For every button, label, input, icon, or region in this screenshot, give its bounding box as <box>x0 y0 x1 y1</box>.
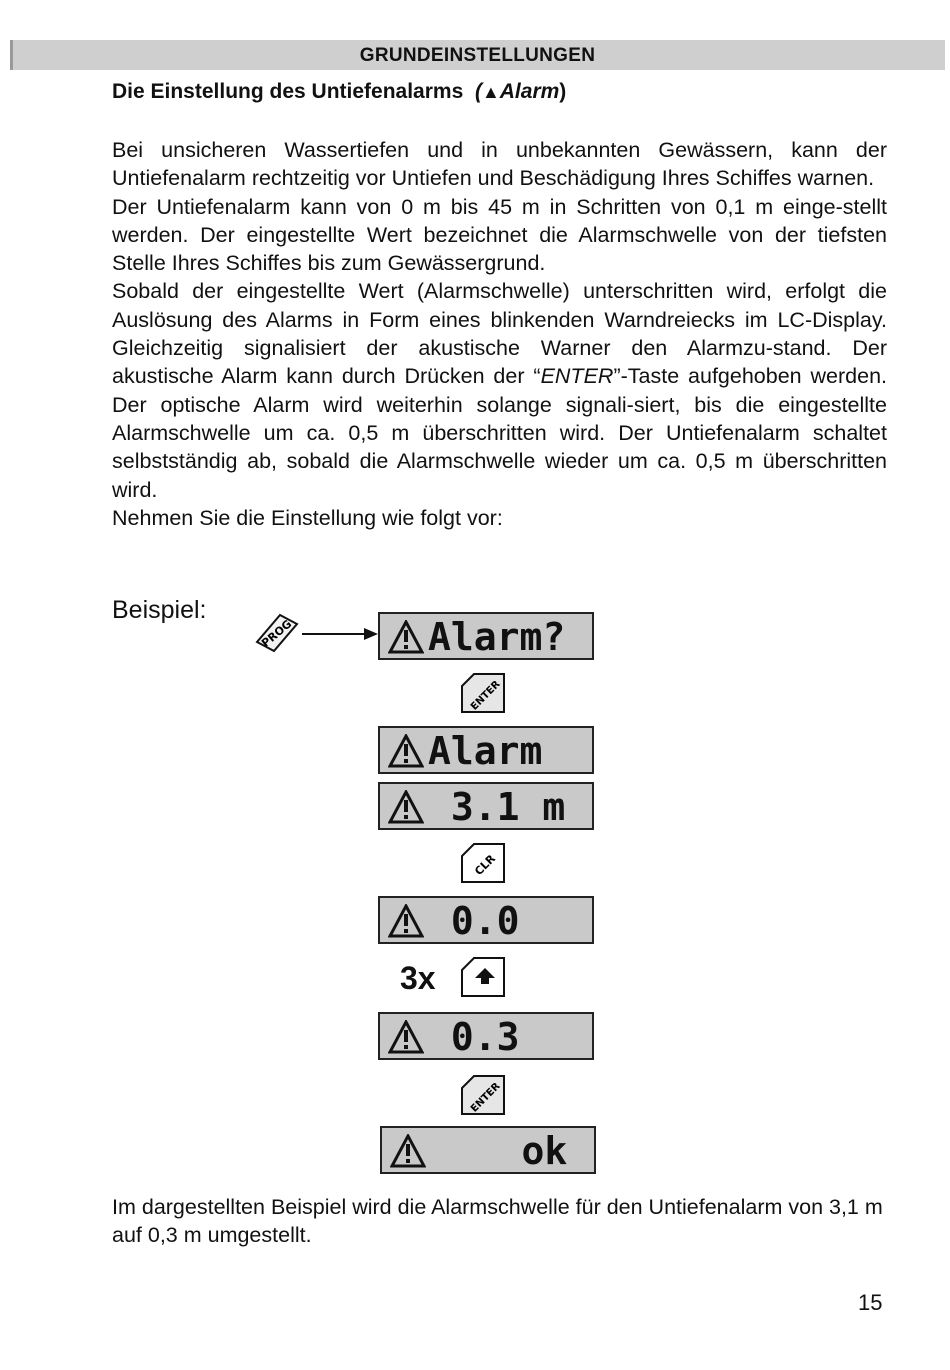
press-count-label: 3x <box>400 960 436 996</box>
prog-key-label: PROG <box>259 617 295 650</box>
body-text <box>112 136 887 532</box>
warning-triangle-icon <box>388 1020 424 1054</box>
lcd-text: 0.0 <box>428 899 520 943</box>
lcd-screen-ok <box>380 1126 596 1174</box>
flow-arrow-icon <box>300 624 380 644</box>
section-title: GRUNDEINSTELLUNGEN <box>359 45 596 66</box>
lcd-text: Alarm? <box>428 615 566 659</box>
warning-triangle-icon <box>388 734 424 768</box>
enter-key <box>460 1074 506 1116</box>
clr-key-label: CLR <box>472 852 498 878</box>
up-arrow-icon <box>460 956 506 998</box>
warning-triangle-icon <box>388 620 424 654</box>
lcd-text: 3.1 m <box>428 785 566 829</box>
heading-paren-open: ( <box>474 80 482 103</box>
paragraph-2: Der Untiefenalarm kann von 0 m bis 45 m in Schritten von 0,1 m einge-stellt werden. Der eingestellte Wert bezeichnet die Alarmschwelle von der tiefsten Stelle Ihres Schiffes bis zum Gewässergrund. <box>112 194 887 276</box>
enter-key <box>460 672 506 714</box>
warning-triangle-icon <box>388 904 424 938</box>
lcd-text: 0.3 <box>428 1015 520 1059</box>
lcd-screen-new-value <box>378 1012 594 1060</box>
lcd-text: ok <box>430 1129 568 1173</box>
lcd-screen-cleared-value <box>378 896 594 944</box>
warning-triangle-icon <box>390 1134 426 1168</box>
lcd-screen-current-value <box>378 782 594 830</box>
paragraph-3-part-a: Sobald der eingestellte Wert (Alarmschwelle) unterschritten wird, erfolgt die Auslösung des Alarms in Form eines blinkenden Warndreiecks im LC-Display. Gleichzeitig signalisiert der akustische Warner den Alarmzu-stand. Der akustische Alarm kann durch Drücken der “ <box>112 279 887 389</box>
heading-text: Die Einstellung des Untiefenalarms <box>112 80 464 103</box>
lcd-screen-alarm <box>378 726 594 774</box>
page-number: 15 <box>858 1290 883 1315</box>
paragraph-4: Nehmen Sie die Einstellung wie folgt vor: <box>112 505 503 530</box>
paragraph-3 <box>112 277 887 503</box>
triangle-up-icon: ▲ <box>481 82 500 102</box>
enter-key-label: ENTER <box>468 1080 503 1115</box>
enter-key-reference: ENTER <box>540 364 614 389</box>
heading-alarm: Alarm <box>499 80 560 103</box>
enter-key-icon <box>460 1074 506 1116</box>
enter-key-label: ENTER <box>468 678 503 713</box>
footer-text: Im dargestellten Beispiel wird die Alarmschwelle für den Untiefenalarm von 3,1 m auf 0,3 m umgestellt. <box>112 1195 883 1248</box>
prog-key-icon <box>254 612 300 654</box>
heading-paren-close: ) <box>559 80 567 103</box>
lcd-screen-alarm-question <box>378 612 594 660</box>
lcd-text: Alarm <box>428 729 543 773</box>
clr-key <box>460 842 506 884</box>
page-heading <box>112 80 566 104</box>
example-label: Beispiel: <box>112 596 207 624</box>
paragraph-3-part-b: ”-Taste aufgehoben werden. Der optische Alarm wird weiterhin solange signali-siert, bis die eingestellte Alarmschwelle um ca. 0,5 m überschritten wird. Der Untiefenalarm schaltet selbstständig ab, sobald die Alarmschwelle wieder um ca. 0,5 m überschritten wird. <box>112 364 887 502</box>
enter-key-icon <box>460 672 506 714</box>
up-key <box>460 956 506 998</box>
warning-triangle-icon <box>388 790 424 824</box>
paragraph-1: Bei unsicheren Wassertiefen und in unbekannten Gewässern, kann der Untiefenalarm rechtzeitig vor Untiefen und Beschädigung Ihres Schiffes warnen. <box>112 138 887 191</box>
prog-key <box>254 612 300 654</box>
clr-key-icon <box>460 842 506 884</box>
